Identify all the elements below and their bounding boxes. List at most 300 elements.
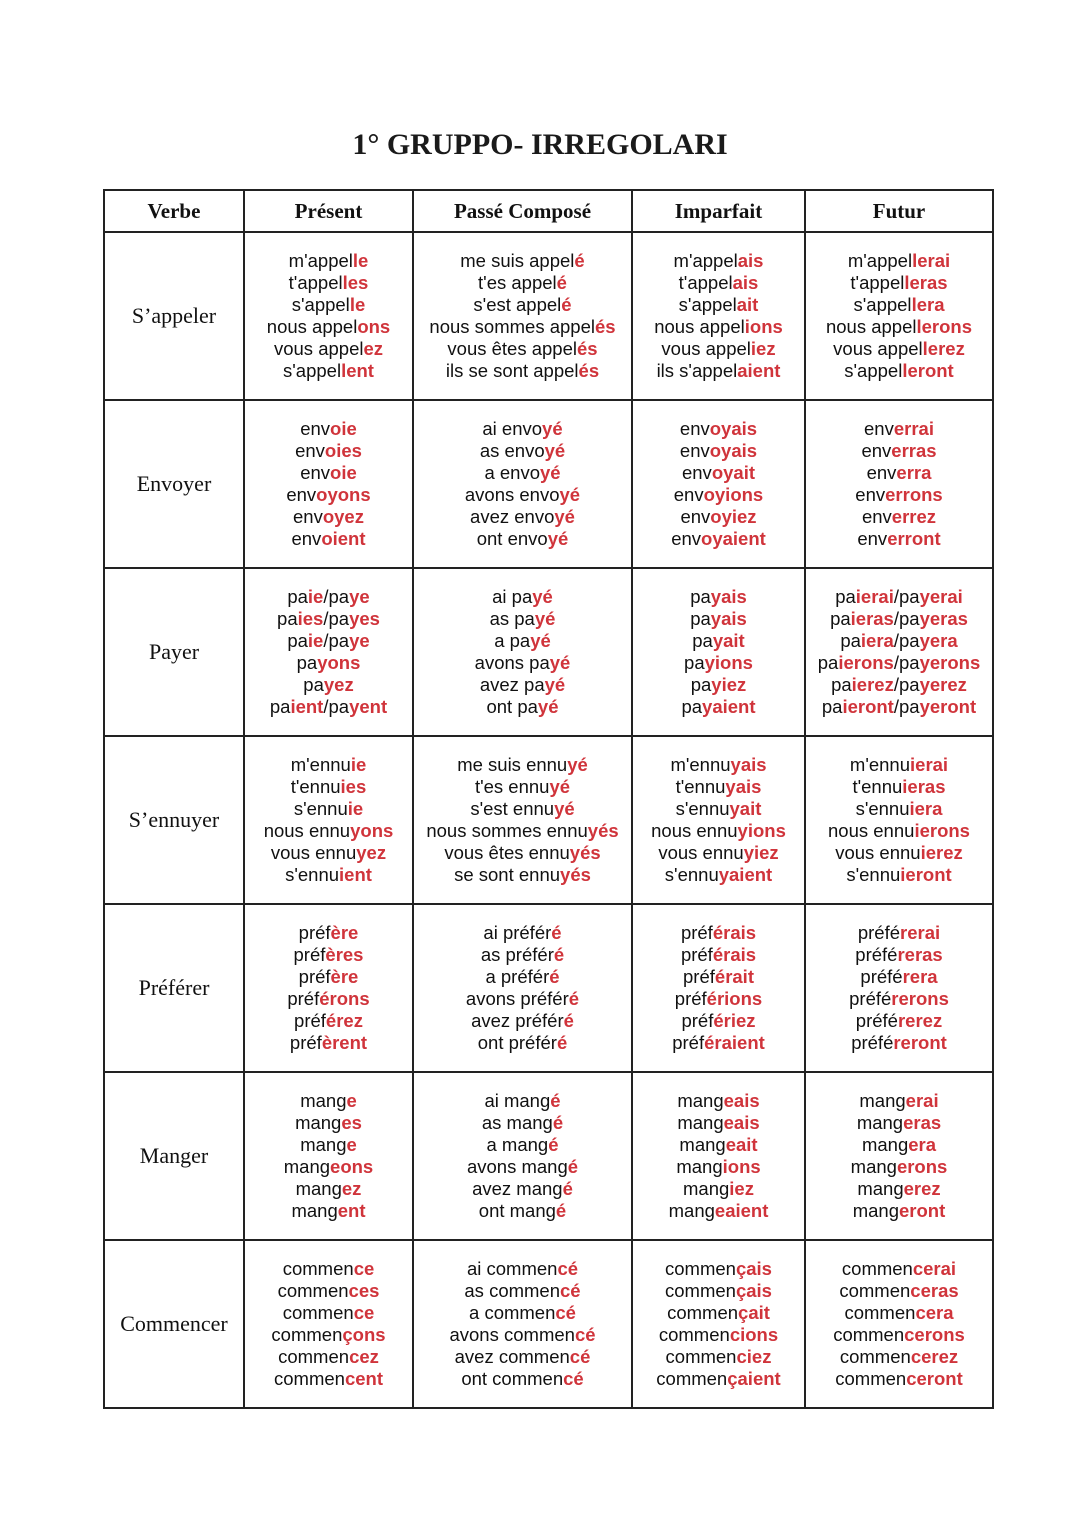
verb-stem: s'appel xyxy=(283,360,342,381)
verb-ending: yé xyxy=(567,754,588,775)
conjugated-form xyxy=(245,922,412,944)
verb-stem: mang xyxy=(683,1178,730,1199)
table-row xyxy=(104,904,993,1072)
conjugated-form xyxy=(633,1032,804,1054)
conjugated-form xyxy=(414,988,631,1010)
conjugated-form xyxy=(414,250,631,272)
verb-ending: èrent xyxy=(321,1032,368,1053)
verb-stem: avez mang xyxy=(472,1178,563,1199)
conjugated-form xyxy=(633,820,804,842)
verb-ending: reront xyxy=(893,1032,947,1053)
verb-stem: s'ennu xyxy=(846,864,901,885)
verb-stem: commen xyxy=(844,1302,916,1323)
table-row xyxy=(104,736,993,904)
conjugated-form xyxy=(414,294,631,316)
verb-ending: iera xyxy=(860,630,894,651)
conjugated-form xyxy=(414,1090,631,1112)
verb-cell: Manger xyxy=(104,1072,244,1240)
passe-compose-cell xyxy=(413,1240,632,1408)
verb-ending: yeront xyxy=(919,696,977,717)
conjugated-form xyxy=(245,966,412,988)
conjugated-form xyxy=(633,754,804,776)
verb-stem: env xyxy=(291,528,322,549)
conjugated-form xyxy=(633,1178,804,1200)
verb-stem: commen xyxy=(833,1324,905,1345)
conjugated-form xyxy=(414,462,631,484)
verb-stem: nous appel xyxy=(266,316,358,337)
verb-stem: mang xyxy=(676,1156,723,1177)
verb-ending: cé xyxy=(563,1368,584,1389)
verb-stem: vous êtes ennu xyxy=(444,842,570,863)
conjugated-form xyxy=(633,608,804,630)
verb-stem: préf xyxy=(683,966,715,987)
conjugated-form xyxy=(414,1178,631,1200)
verb-ending: é xyxy=(567,1156,579,1177)
verb-ending: oie xyxy=(330,462,357,483)
verb-ending: yé xyxy=(549,652,571,673)
verb-ending: ère xyxy=(330,922,359,943)
conjugated-form xyxy=(633,798,804,820)
conjugated-form xyxy=(245,586,412,608)
conjugated-form xyxy=(633,922,804,944)
present-cell xyxy=(244,904,413,1072)
conjugated-form xyxy=(414,1258,631,1280)
verb-stem: préf xyxy=(674,988,707,1009)
verb-stem: ai commen xyxy=(466,1258,558,1279)
verb-stem: s'ennu xyxy=(664,864,719,885)
conjugation-table xyxy=(103,189,994,1409)
verb-ending: oyait xyxy=(711,462,755,483)
imparfait-cell xyxy=(632,736,805,904)
verb-ending: aient xyxy=(737,360,781,381)
verb-ending: oyaient xyxy=(701,528,766,549)
verb-ending: ye xyxy=(349,586,370,607)
imparfait-cell xyxy=(632,1240,805,1408)
verb-stem: env xyxy=(679,418,710,439)
verb-ending: yé xyxy=(530,630,551,651)
verb-ending: erai xyxy=(905,1090,939,1111)
conjugated-form xyxy=(414,696,631,718)
verb-ending: é xyxy=(556,272,567,293)
table-row xyxy=(104,1240,993,1408)
futur-cell xyxy=(805,400,993,568)
verb-stem: préfé xyxy=(851,1032,894,1053)
conjugated-form xyxy=(633,966,804,988)
verb-ending: errai xyxy=(893,418,934,439)
conjugated-form xyxy=(245,842,412,864)
imparfait-cell xyxy=(632,400,805,568)
verb-stem: mang xyxy=(677,1090,724,1111)
futur-cell xyxy=(805,568,993,736)
verb-stem: mang xyxy=(668,1200,715,1221)
conjugated-form xyxy=(633,842,804,864)
verb-ending: yait xyxy=(712,630,745,651)
conjugated-form xyxy=(806,944,992,966)
verb-cell: S’ennuyer xyxy=(104,736,244,904)
verb-stem: commen xyxy=(271,1324,343,1345)
verb-ending: cera xyxy=(915,1302,954,1323)
verb-ending: les xyxy=(342,272,369,293)
verb-ending: eais xyxy=(723,1090,760,1111)
verb-stem: ils se sont appel xyxy=(445,360,579,381)
table-row xyxy=(104,232,993,400)
verb-ending: ons xyxy=(357,316,391,337)
conjugated-form xyxy=(245,1156,412,1178)
verb-stem: commen xyxy=(839,1280,911,1301)
verb-stem: avons pa xyxy=(474,652,550,673)
verb-stem: s'ennu xyxy=(285,864,340,885)
conjugated-form xyxy=(633,1010,804,1032)
conjugated-form xyxy=(245,1368,412,1390)
verb-stem: commen xyxy=(282,1302,354,1323)
header-row xyxy=(104,190,993,232)
verb-ending: errons xyxy=(885,484,943,505)
verb-ending: yais xyxy=(710,586,747,607)
verb-stem: mang xyxy=(295,1112,342,1133)
verb-stem: pa xyxy=(840,630,861,651)
verb-ending: cions xyxy=(729,1324,779,1345)
verb-ending: éraient xyxy=(704,1032,765,1053)
verb-ending: érait xyxy=(714,966,754,987)
verb-ending: é xyxy=(550,1090,561,1111)
conjugated-form xyxy=(633,440,804,462)
verb-stem: env xyxy=(855,484,886,505)
conjugated-form xyxy=(414,316,631,338)
conjugated-form xyxy=(414,528,631,550)
verb-stem: as envo xyxy=(479,440,545,461)
conjugated-form xyxy=(245,360,412,382)
verb-stem: t'es appel xyxy=(478,272,557,293)
conjugated-form xyxy=(806,630,992,652)
verb-ending: ions xyxy=(744,316,783,337)
verb-stem: s'appel xyxy=(291,294,350,315)
conjugated-form xyxy=(806,1178,992,1200)
verb-stem: s'ennu xyxy=(293,798,348,819)
verb-ending: yais xyxy=(730,754,767,775)
verb-ending: yerons xyxy=(919,652,981,673)
verb-stem: a pa xyxy=(494,630,531,651)
passe-compose-cell xyxy=(413,1072,632,1240)
verb-stem: préfé xyxy=(855,1010,898,1031)
verb-ending: yiez xyxy=(711,674,747,695)
conjugated-form xyxy=(806,360,992,382)
verb-stem: préf xyxy=(287,988,320,1009)
verb-ending: yé xyxy=(539,462,561,483)
conjugated-form xyxy=(806,272,992,294)
verb-stem: pa xyxy=(817,652,839,673)
conjugated-form xyxy=(245,864,412,886)
verb-ending: yent xyxy=(349,696,388,717)
verb-stem: t'appel xyxy=(678,272,733,293)
verb-stem: ai préfér xyxy=(483,922,552,943)
verb-ending: yeras xyxy=(919,608,968,629)
verb-stem: ont commen xyxy=(461,1368,564,1389)
verb-ending: ériez xyxy=(713,1010,756,1031)
verb-stem: /pa xyxy=(323,608,350,629)
verb-ending: yez xyxy=(323,674,354,695)
verb-ending: es xyxy=(341,1112,362,1133)
verb-ending: ceront xyxy=(906,1368,963,1389)
conjugated-form xyxy=(633,586,804,608)
verb-stem: avons envo xyxy=(464,484,560,505)
conjugated-form xyxy=(633,1368,804,1390)
conjugated-form xyxy=(414,966,631,988)
verb-stem: commen xyxy=(278,1346,350,1367)
conjugated-form xyxy=(633,250,804,272)
verb-stem: as mang xyxy=(481,1112,553,1133)
verb-stem: commen xyxy=(835,1368,907,1389)
verb-ending: era xyxy=(908,1134,937,1155)
verb-ending: erez xyxy=(903,1178,941,1199)
conjugated-form xyxy=(806,418,992,440)
conjugated-form xyxy=(806,696,992,718)
verb-ending: ieront xyxy=(900,864,952,885)
conjugated-form xyxy=(633,1112,804,1134)
conjugated-form xyxy=(245,484,412,506)
verb-ending: yé xyxy=(554,798,575,819)
conjugated-form xyxy=(414,1324,631,1346)
verb-stem: t'ennu xyxy=(852,776,903,797)
verb-stem: avons mang xyxy=(466,1156,568,1177)
conjugated-form xyxy=(633,1156,804,1178)
conjugated-form xyxy=(245,440,412,462)
verb-ending: rerons xyxy=(891,988,949,1009)
verb-stem: /pa xyxy=(323,696,350,717)
verb-ending: ce xyxy=(353,1302,375,1323)
verb-stem: a commen xyxy=(469,1302,556,1323)
verb-stem: préf xyxy=(298,966,331,987)
verb-ending: erras xyxy=(891,440,937,461)
verb-stem: nous sommes appel xyxy=(429,316,595,337)
conjugated-form xyxy=(414,1346,631,1368)
verb-ending: yiez xyxy=(743,842,779,863)
verb-stem: mang xyxy=(859,1090,906,1111)
verb-stem: pa xyxy=(692,630,713,651)
verb-stem: préfé xyxy=(849,988,892,1009)
conjugated-form xyxy=(245,944,412,966)
verb-ending: ierons xyxy=(914,820,970,841)
verb-ending: reras xyxy=(897,944,943,965)
verb-ending: ierai xyxy=(855,586,894,607)
verb-cell: Commencer xyxy=(104,1240,244,1408)
verb-cell: Envoyer xyxy=(104,400,244,568)
verb-stem: ils s'appel xyxy=(656,360,738,381)
verb-stem: commen xyxy=(665,1280,736,1301)
verb-stem: pa xyxy=(287,630,308,651)
verb-ending: oyions xyxy=(703,484,764,505)
conjugated-form xyxy=(806,842,992,864)
conjugated-form xyxy=(414,338,631,360)
verb-stem: commen xyxy=(282,1258,354,1279)
futur-cell xyxy=(805,1072,993,1240)
verb-stem: env xyxy=(300,418,331,439)
conjugated-form xyxy=(806,776,992,798)
verb-stem: s'est ennu xyxy=(470,798,555,819)
conjugated-form xyxy=(633,462,804,484)
verb-stem: env xyxy=(293,506,323,527)
verb-stem: mang xyxy=(677,1112,724,1133)
conjugated-form xyxy=(806,506,992,528)
conjugated-form xyxy=(633,1302,804,1324)
verb-stem: a préfér xyxy=(485,966,550,987)
verb-stem: env xyxy=(295,440,325,461)
conjugated-form xyxy=(245,528,412,550)
conjugated-form xyxy=(806,1200,992,1222)
conjugated-form xyxy=(414,360,631,382)
verb-stem: /pa xyxy=(893,608,920,629)
verb-ending: oient xyxy=(321,528,366,549)
verb-stem: /pa xyxy=(323,630,350,651)
verb-stem: mang xyxy=(300,1134,347,1155)
verb-ending: oyais xyxy=(709,418,758,439)
verb-ending: ces xyxy=(348,1280,380,1301)
verb-ending: leras xyxy=(904,272,948,293)
conjugated-form xyxy=(806,754,992,776)
verb-ending: le xyxy=(349,294,366,315)
conjugated-form xyxy=(414,484,631,506)
verb-stem: mang xyxy=(679,1134,726,1155)
conjugated-form xyxy=(245,462,412,484)
conjugated-form xyxy=(806,1090,992,1112)
conjugated-form xyxy=(245,1178,412,1200)
verb-ending: ierez xyxy=(851,674,894,695)
conjugated-form xyxy=(245,1134,412,1156)
verb-ending: e xyxy=(346,1134,357,1155)
verb-stem: ont préfér xyxy=(477,1032,557,1053)
verb-stem: commen xyxy=(665,1258,736,1279)
verb-ending: yerez xyxy=(919,674,967,695)
verb-ending: é xyxy=(563,1010,574,1031)
conjugated-form xyxy=(633,630,804,652)
verb-stem: env xyxy=(861,440,892,461)
verb-stem: pa xyxy=(269,696,291,717)
conjugated-form xyxy=(806,440,992,462)
verb-ending: ent xyxy=(337,1200,366,1221)
verb-stem: /pa xyxy=(893,696,920,717)
verb-ending: iez xyxy=(750,338,776,359)
header-passe-compose: Passé Composé xyxy=(413,190,632,232)
verb-ending: eaient xyxy=(714,1200,769,1221)
verb-ending: yé xyxy=(544,440,566,461)
verb-ending: yé xyxy=(544,674,566,695)
verb-ending: ère xyxy=(330,966,359,987)
verb-stem: pa xyxy=(690,674,712,695)
futur-cell xyxy=(805,736,993,904)
verb-stem: nous appel xyxy=(654,316,745,337)
present-cell xyxy=(244,1240,413,1408)
verb-ending: yait xyxy=(729,798,762,819)
verb-ending: ceras xyxy=(910,1280,959,1301)
conjugated-form xyxy=(414,418,631,440)
verb-stem: préf xyxy=(294,1010,326,1031)
conjugated-form xyxy=(414,776,631,798)
conjugated-form xyxy=(245,1280,412,1302)
verb-ending: errez xyxy=(891,506,937,527)
conjugated-form xyxy=(414,1368,631,1390)
conjugated-form xyxy=(245,250,412,272)
verb-stem: env xyxy=(673,484,704,505)
conjugated-form xyxy=(806,1010,992,1032)
verb-ending: é xyxy=(555,1200,567,1221)
verb-ending: ais xyxy=(737,250,764,271)
verb-stem: préf xyxy=(681,1010,714,1031)
verb-stem: m'ennu xyxy=(670,754,731,775)
conjugated-form xyxy=(806,316,992,338)
verb-stem: ont mang xyxy=(478,1200,556,1221)
verb-stem: env xyxy=(681,462,712,483)
verb-stem: m'ennu xyxy=(849,754,911,775)
verb-ending: lerai xyxy=(912,250,951,271)
verb-ending: ais xyxy=(732,272,759,293)
verb-stem: s'est appel xyxy=(473,294,562,315)
conjugated-form xyxy=(633,674,804,696)
verb-ending: erons xyxy=(896,1156,948,1177)
conjugated-form xyxy=(245,1010,412,1032)
verb-stem: se sont ennu xyxy=(454,864,561,885)
verb-ending: le xyxy=(352,250,369,271)
verb-ending: oies xyxy=(324,440,362,461)
verb-stem: mang xyxy=(300,1090,347,1111)
verb-stem: commen xyxy=(274,1368,345,1389)
conjugated-form xyxy=(806,586,992,608)
verb-ending: és xyxy=(577,338,598,359)
verb-ending: yé xyxy=(537,696,559,717)
verb-stem: vous ennu xyxy=(270,842,357,863)
conjugated-form xyxy=(414,798,631,820)
conjugated-form xyxy=(414,820,631,842)
verb-stem: ont pa xyxy=(486,696,538,717)
conjugated-form xyxy=(806,1324,992,1346)
verb-stem: env xyxy=(857,528,888,549)
verb-stem: vous appel xyxy=(273,338,364,359)
conjugated-form xyxy=(245,418,412,440)
conjugated-form xyxy=(245,338,412,360)
verb-ending: cerez xyxy=(910,1346,959,1367)
verb-stem: mang xyxy=(861,1134,909,1155)
conjugated-form xyxy=(633,1280,804,1302)
verb-stem: préf xyxy=(298,922,331,943)
verb-ending: iera xyxy=(909,798,943,819)
verb-stem: nous sommes ennu xyxy=(426,820,588,841)
verb-stem: ont envo xyxy=(476,528,548,549)
verb-stem: commen xyxy=(667,1302,739,1323)
conjugated-form xyxy=(414,1302,631,1324)
verb-ending: yé xyxy=(542,418,563,439)
conjugated-form xyxy=(245,988,412,1010)
verb-ending: çaient xyxy=(727,1368,781,1389)
verb-stem: pa xyxy=(831,674,852,695)
verb-ending: ait xyxy=(736,294,759,315)
verb-ending: yera xyxy=(919,630,958,651)
verb-ending: é xyxy=(556,1032,568,1053)
conjugated-form xyxy=(414,1010,631,1032)
conjugated-form xyxy=(245,1200,412,1222)
conjugated-form xyxy=(245,1302,412,1324)
verb-stem: m'appel xyxy=(847,250,913,271)
verb-ending: ions xyxy=(722,1156,761,1177)
conjugated-form xyxy=(806,922,992,944)
verb-ending: yions xyxy=(737,820,786,841)
verb-stem: env xyxy=(864,418,894,439)
verb-ending: erra xyxy=(896,462,932,483)
verb-ending: ie xyxy=(307,630,324,651)
verb-ending: rera xyxy=(902,966,938,987)
verb-stem: env xyxy=(286,484,317,505)
present-cell xyxy=(244,568,413,736)
verb-ending: çais xyxy=(735,1280,772,1301)
conjugated-form xyxy=(245,696,412,718)
verb-cell: S’appeler xyxy=(104,232,244,400)
